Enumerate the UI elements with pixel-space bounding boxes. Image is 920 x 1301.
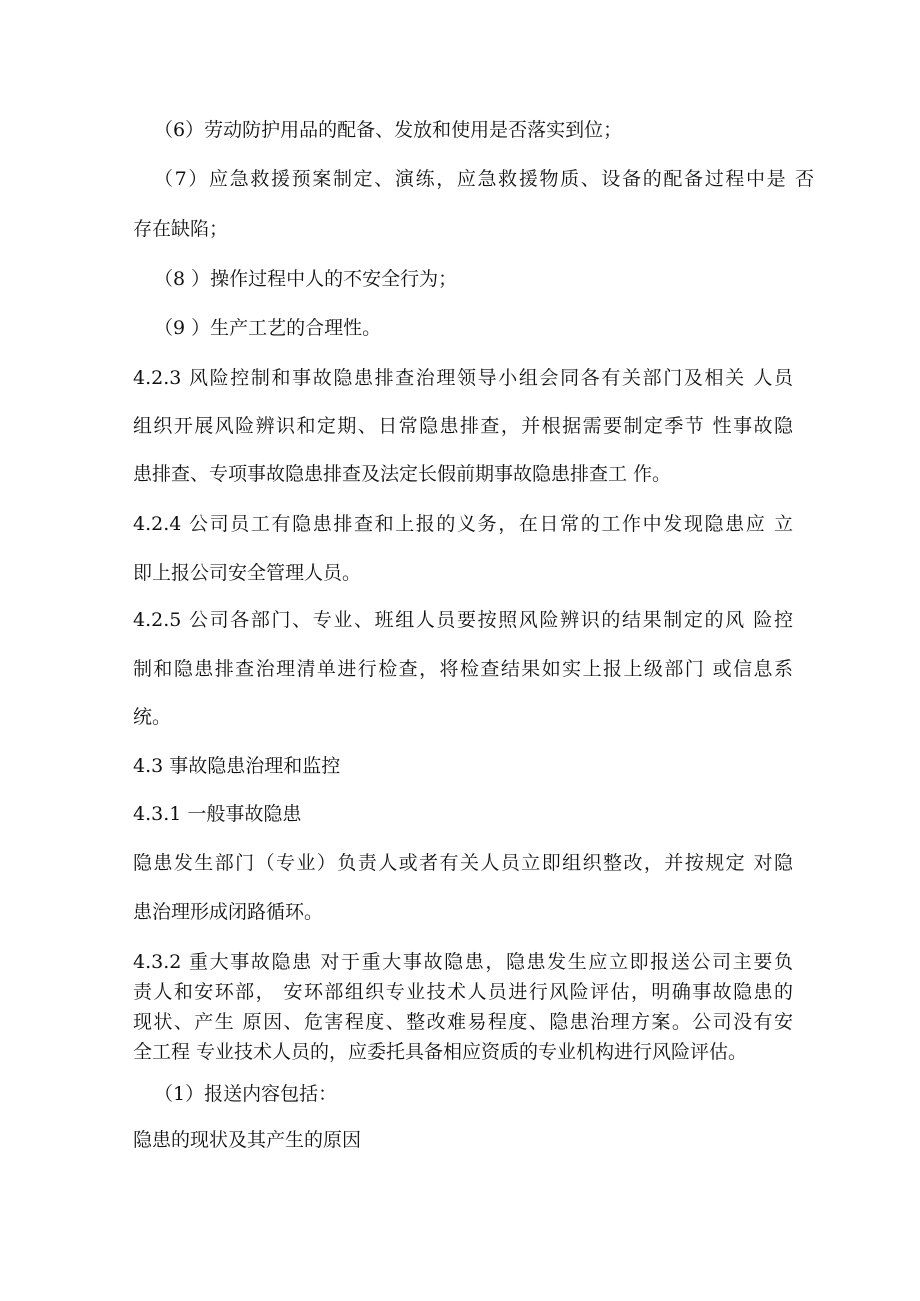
section-4-2-5-cont-2: 统。 bbox=[133, 706, 172, 728]
section-4-3-2-cont-2: 现状、产生 原因、危害程度、整改难易程度、隐患治理方案。公司没有安 bbox=[133, 1011, 793, 1033]
list-item-8: （8 ）操作过程中人的不安全行为； bbox=[154, 268, 458, 290]
section-4-2-3: 4.2.3 风险控制和事故隐患排查治理领导小组会同各有关部门及相关 人员 bbox=[133, 367, 793, 389]
section-4-2-3-cont-1: 组织开展风险辨识和定期、日常隐患排查，并根据需要制定季节 性事故隐 bbox=[133, 415, 793, 437]
section-4-3-heading: 4.3 事故隐患治理和监控 bbox=[133, 755, 341, 777]
list-item-7: （7）应急救援预案制定、演练，应急救援物质、设备的配备过程中是 否 bbox=[154, 168, 814, 190]
section-4-2-3-cont-2: 患排查、专项事故隐患排查及法定长假前期事故隐患排查工 作。 bbox=[133, 463, 672, 485]
section-4-2-5-cont-1: 制和隐患排查治理清单进行检查，将检查结果如实上报上级部门 或信息系 bbox=[133, 658, 793, 680]
list-item-9: （9 ）生产工艺的合理性。 bbox=[154, 317, 382, 339]
section-4-3-2: 4.3.2 重大事故隐患 对于重大事故隐患，隐患发生应立即报送公司主要负 bbox=[133, 951, 793, 973]
report-content-heading: （1）报送内容包括： bbox=[154, 1083, 338, 1105]
section-4-3-2-cont-3: 全工程 专业技术人员的，应委托具备相应资质的专业机构进行风险评估。 bbox=[133, 1041, 748, 1063]
section-4-3-2-cont-1: 责人和安环部， 安环部组织专业技术人员进行风险评估，明确事故隐患的 bbox=[133, 981, 793, 1003]
list-item-7-cont: 存在缺陷； bbox=[133, 218, 229, 240]
section-4-2-4: 4.2.4 公司员工有隐患排查和上报的义务，在日常的工作中发现隐患应 立 bbox=[133, 513, 793, 535]
section-4-3-1-body-cont: 患治理形成闭路循环。 bbox=[133, 901, 324, 923]
section-4-3-1-body: 隐患发生部门（专业）负责人或者有关人员立即组织整改，并按规定 对隐 bbox=[133, 852, 793, 874]
list-item-6: （6）劳动防护用品的配备、发放和使用是否落实到位； bbox=[154, 119, 623, 141]
report-content-item: 隐患的现状及其产生的原因 bbox=[133, 1129, 362, 1151]
section-4-2-5: 4.2.5 公司各部门、专业、班组人员要按照风险辨识的结果制定的风 险控 bbox=[133, 609, 793, 631]
section-4-3-1-heading: 4.3.1 一般事故隐患 bbox=[133, 803, 302, 825]
section-4-2-4-cont: 即上报公司安全管理人员。 bbox=[133, 562, 362, 584]
